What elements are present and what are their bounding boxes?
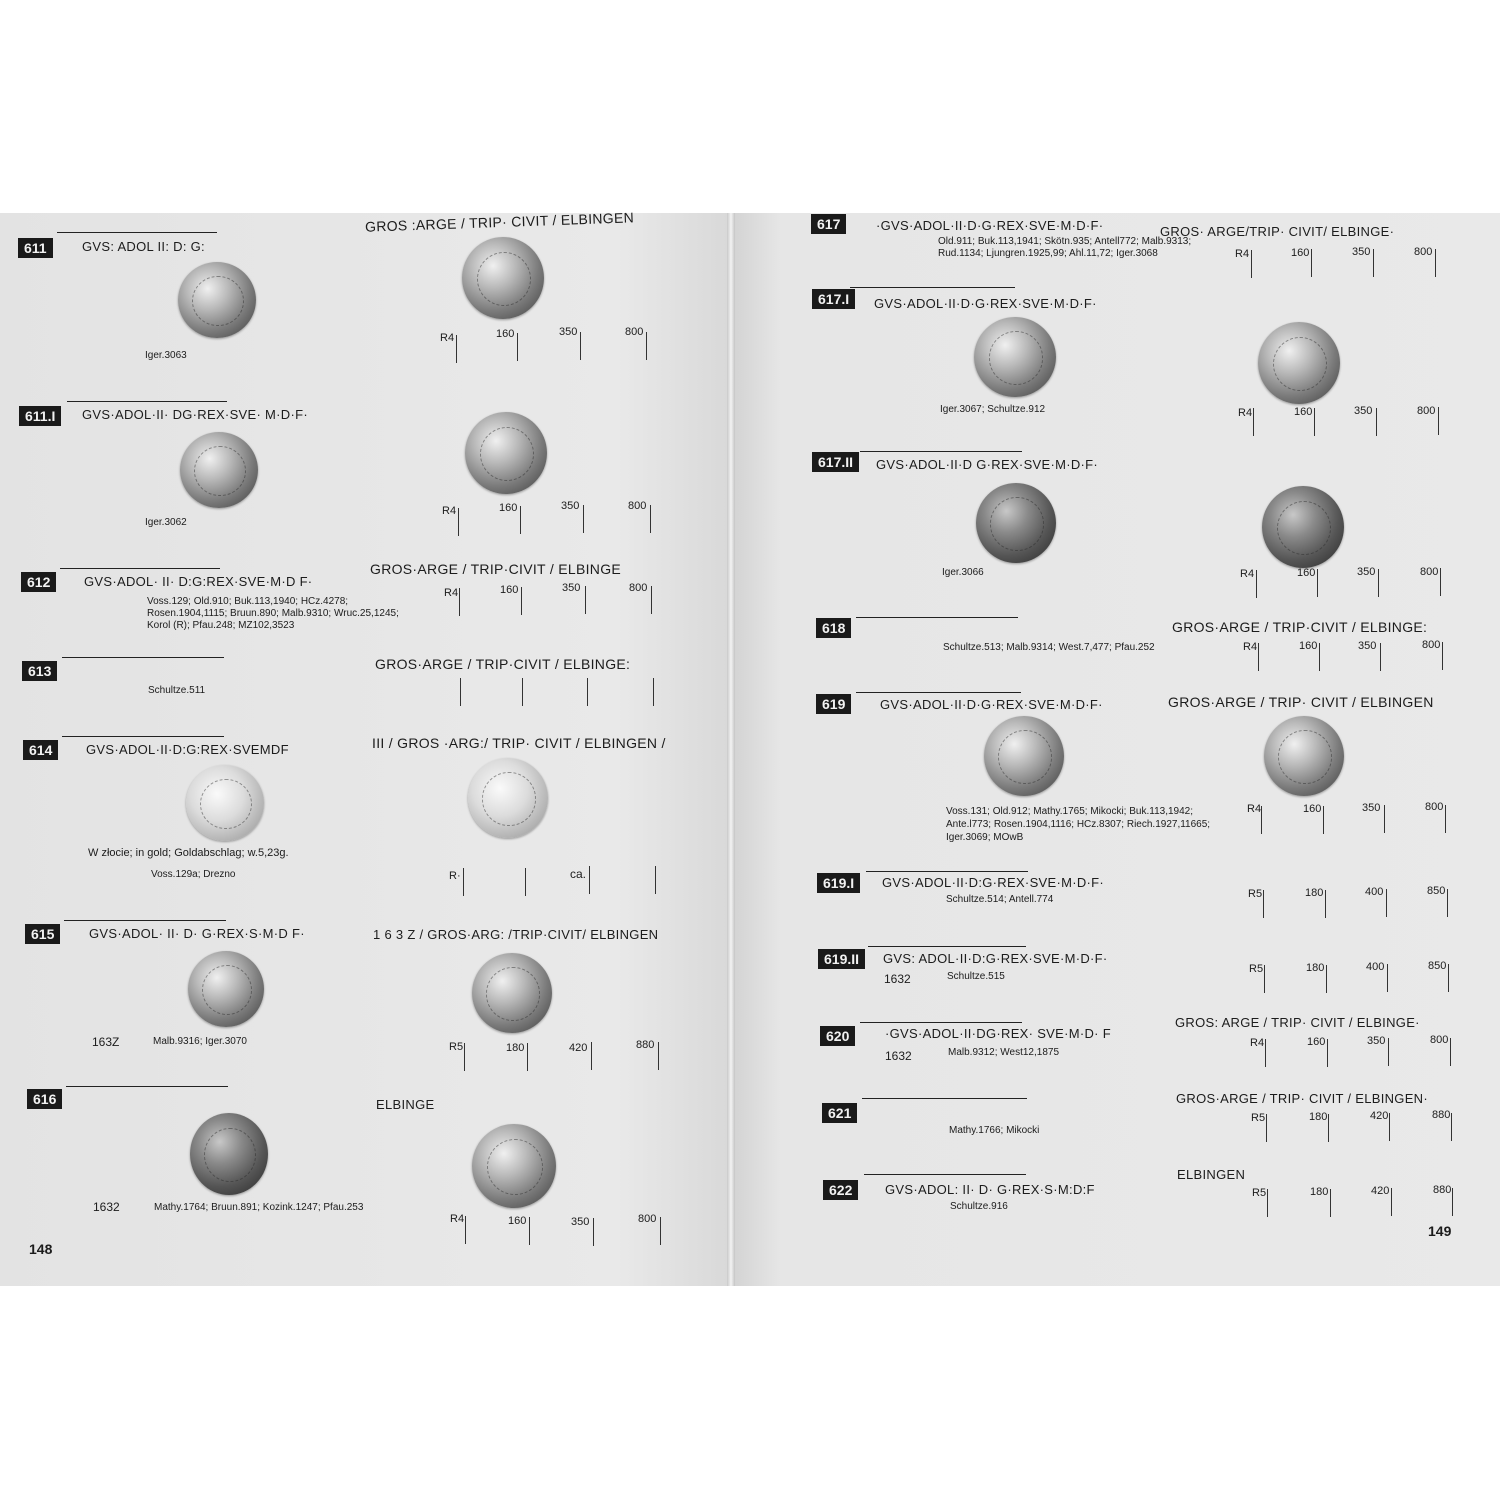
coin-obverse-image (180, 432, 258, 508)
price-3: 800 (1430, 1034, 1449, 1046)
rarity: R5 (1249, 963, 1264, 975)
price-2: 420 (1371, 1185, 1390, 1197)
year: 1632 (885, 1049, 912, 1063)
obverse-legend: GVS·ADOL·II·D·G·REX·SVE·M·D·F· (874, 296, 1097, 311)
rarity: R5 (1252, 1187, 1267, 1199)
catalog-number: 619 (816, 694, 851, 714)
price-2: 350 (1362, 802, 1381, 814)
reference: Iger.3063 (145, 350, 187, 361)
catalog-number: 615 (25, 924, 60, 944)
price-2: 350 (1367, 1035, 1386, 1047)
price-2: 400 (1366, 961, 1385, 973)
catalog-number: 622 (823, 1180, 858, 1200)
price-2: 350 (1357, 566, 1376, 578)
reverse-legend: GROS·ARGE / TRIP· CIVIT / ELBINGEN (1168, 694, 1434, 710)
coin-obverse-image (974, 317, 1056, 397)
catalog-number: 619.II (818, 949, 865, 969)
obverse-legend: GVS·ADOL·II· DG·REX·SVE· M·D·F· (82, 407, 308, 422)
price-3: 800 (1425, 801, 1444, 813)
catalog-number: 617 (811, 214, 846, 234)
reference: Mathy.1764; Bruun.891; Kozink.1247; Pfau.253 (154, 1202, 364, 1213)
catalog-number: 621 (822, 1103, 857, 1123)
rarity: R4 (450, 1213, 465, 1225)
obverse-legend: GVS: ADOL II: D: G: (82, 239, 205, 254)
coin-reverse-image (472, 1124, 556, 1208)
obverse-legend: GVS·ADOL·II·D·G·REX·SVE·M·D·F· (880, 697, 1103, 712)
obverse-legend: GVS·ADOL·II·D:G:REX·SVEMDF (86, 742, 289, 757)
price-1: 180 (1310, 1186, 1329, 1198)
obverse-legend: ·GVS·ADOL·II·D·G·REX·SVE·M·D·F· (876, 218, 1104, 233)
coin-reverse-image (462, 237, 544, 319)
coin-reverse-image (1258, 322, 1340, 404)
price-1: 180 (506, 1042, 525, 1054)
obverse-legend: GVS: ADOL·II·D:G·REX·SVE·M·D·F· (883, 951, 1108, 966)
entry-rule (860, 451, 1022, 452)
rarity: R· (449, 870, 461, 882)
catalog-number: 611.I (19, 406, 61, 426)
reference: Voss.129a; Drezno (151, 869, 236, 880)
reference: Iger.3067; Schultze.912 (940, 404, 1046, 415)
reverse-legend: GROS·ARGE / TRIP·CIVIT / ELBINGE: (1172, 619, 1428, 635)
reverse-legend: GROS :ARGE / TRIP· CIVIT / ELBINGEN (364, 209, 635, 235)
reference: Mathy.1766; Mikocki (949, 1125, 1040, 1136)
reference: Rosen.1904,1115; Bruun.890; Malb.9310; Wruc.25,1245; (147, 608, 399, 619)
rarity: R5 (449, 1041, 464, 1053)
obverse-legend: GVS·ADOL· II· D· G·REX·S·M·D F· (89, 926, 305, 941)
reverse-legend: GROS· ARGE/TRIP· CIVIT/ ELBINGE· (1160, 224, 1395, 239)
rarity: R4 (1238, 407, 1253, 419)
coin-reverse-image (468, 758, 548, 838)
rarity: R4 (1240, 568, 1255, 580)
entry-rule (856, 617, 1018, 618)
reference: Iger.3062 (145, 517, 187, 528)
reference: Schultze.916 (950, 1201, 1008, 1212)
price-2: 350 (562, 582, 581, 594)
rarity: R4 (1235, 248, 1250, 260)
rarity: R4 (1250, 1037, 1265, 1049)
reference: Old.911; Buk.113,1941; Skötn.935; Antell772; Malb.9313; (938, 236, 1192, 247)
obverse-legend: ·GVS·ADOL·II·DG·REX· SVE·M·D· F (885, 1026, 1111, 1041)
reference: Voss.131; Old.912; Mathy.1765; Mikocki; Buk.113,1942; (946, 806, 1193, 817)
reference: Iger.3066 (942, 567, 984, 578)
price-2: 350 (1352, 246, 1371, 258)
reverse-legend: 1 6 3 Z / GROS·ARG: /TRIP·CIVIT/ ELBINGEN (373, 927, 659, 942)
price-1: 160 (499, 502, 518, 514)
reference: Schultze.511 (148, 685, 206, 696)
entry-rule (57, 232, 217, 233)
catalog-number: 618 (816, 618, 851, 638)
reverse-legend: ELBINGE (376, 1097, 435, 1112)
reference: Malb.9312; West12,1875 (948, 1047, 1060, 1058)
rarity: R5 (1251, 1112, 1266, 1124)
reference: Korol (R); Pfau.248; MZ102,3523 (147, 620, 295, 631)
price-1: 160 (1294, 406, 1313, 418)
entry-rule (856, 692, 1021, 693)
price-1: 160 (1291, 247, 1310, 259)
reference: Schultze.513; Malb.9314; West.7,477; Pfau.252 (943, 642, 1155, 653)
reverse-legend: III / GROS ·ARG:/ TRIP· CIVIT / ELBINGEN / (372, 735, 666, 751)
book-gutter (727, 213, 735, 1286)
coin-reverse-image (465, 412, 547, 494)
price-3: 800 (1422, 639, 1441, 651)
price-2: 350 (1358, 640, 1377, 652)
price-1: 160 (1307, 1036, 1326, 1048)
coin-reverse-image (472, 953, 552, 1033)
reference: Rud.1134; Ljungren.1925,99; Ahl.11,72; Iger.3068 (938, 248, 1158, 259)
reference: Schultze.514; Antell.774 (946, 894, 1054, 905)
rarity: R5 (1248, 888, 1263, 900)
price-1: 180 (1305, 887, 1324, 899)
entry-rule (866, 871, 1028, 872)
entry-rule (67, 401, 227, 402)
price-1: 160 (1299, 640, 1318, 652)
catalog-number: 613 (22, 661, 57, 681)
coin-obverse-image (190, 1113, 268, 1195)
price-2: 350 (1354, 405, 1373, 417)
price-3: 800 (1414, 246, 1433, 258)
reverse-legend: GROS: ARGE / TRIP· CIVIT / ELBINGE· (1175, 1015, 1420, 1030)
catalog-number: 614 (23, 740, 58, 760)
catalog-number: 617.II (812, 452, 859, 472)
catalog-number: 617.I (812, 289, 855, 309)
price-1: 160 (496, 328, 515, 340)
coin-obverse-image (178, 262, 256, 338)
catalog-number: 619.I (817, 873, 860, 893)
reverse-legend: GROS·ARGE / TRIP·CIVIT / ELBINGE (370, 561, 622, 577)
coin-reverse-image (1262, 486, 1344, 568)
price-3: 880 (1433, 1184, 1452, 1196)
catalog-number: 612 (21, 572, 56, 592)
entry-rule (862, 1098, 1027, 1099)
entry-rule (64, 920, 226, 921)
price-3: 850 (1427, 885, 1446, 897)
entry-rule (864, 1174, 1026, 1175)
price-3: 800 (1420, 566, 1439, 578)
price-3: 880 (1432, 1109, 1451, 1121)
coin-obverse-image (976, 483, 1056, 563)
price-1: 160 (1297, 567, 1316, 579)
reverse-legend: GROS·ARGE / TRIP·CIVIT / ELBINGE: (375, 656, 631, 672)
price-3: 800 (638, 1213, 657, 1225)
rarity: R4 (440, 332, 455, 344)
price-1: 180 (1309, 1111, 1328, 1123)
entry-rule (66, 1086, 228, 1087)
price-1: 160 (500, 584, 519, 596)
price-2: 420 (1370, 1110, 1389, 1122)
entry-rule (62, 736, 224, 737)
rarity: R4 (1243, 641, 1258, 653)
price-3: 800 (628, 500, 647, 512)
price-3: 800 (629, 582, 648, 594)
reference: Iger.3069; MOwB (946, 832, 1024, 843)
obverse-legend: GVS·ADOL·II·D G·REX·SVE·M·D·F· (876, 457, 1099, 472)
price-2: 350 (561, 500, 580, 512)
year: 1632 (93, 1200, 120, 1214)
right-page (735, 213, 1500, 1286)
catalog-number: 620 (820, 1026, 855, 1046)
entry-rule (860, 1022, 1022, 1023)
price-note: ca. (570, 867, 587, 881)
entry-rule (60, 568, 220, 569)
year: 163Z (92, 1035, 120, 1049)
reference: Voss.129; Old.910; Buk.113,1940; HCz.4278; (147, 596, 349, 607)
price-3: 800 (625, 326, 644, 338)
catalog-number: 616 (27, 1089, 62, 1109)
price-2: 420 (569, 1042, 588, 1054)
coin-obverse-image (188, 951, 264, 1027)
price-2: 350 (559, 326, 578, 338)
price-1: 160 (508, 1215, 527, 1227)
reference: Schultze.515 (947, 971, 1005, 982)
price-3: 880 (636, 1039, 655, 1051)
price-1: 160 (1303, 803, 1322, 815)
entry-rule (850, 287, 1015, 288)
price-1: 180 (1306, 962, 1325, 974)
page-number-right: 149 (1428, 1223, 1452, 1239)
reverse-legend: ELBINGEN (1177, 1167, 1246, 1182)
rarity: R4 (444, 587, 459, 599)
reference: Malb.9316; Iger.3070 (153, 1036, 247, 1047)
entry-rule (868, 946, 1026, 947)
reference: Ante.l773; Rosen.1904,1116; HCz.8307; Riech.1927,11665; (946, 819, 1211, 830)
price-2: 350 (571, 1216, 590, 1228)
price-3: 850 (1428, 960, 1447, 972)
catalog-number: 611 (18, 238, 53, 258)
entry-rule (62, 657, 224, 658)
page-number-left: 148 (29, 1241, 53, 1257)
coin-obverse-image (984, 716, 1064, 796)
price-3: 800 (1417, 405, 1436, 417)
rarity: R4 (442, 505, 457, 517)
obverse-legend: GVS·ADOL·II·D:G·REX·SVE·M·D·F· (882, 875, 1105, 890)
obverse-legend: GVS·ADOL: II· D· G·REX·S·M:D:F (885, 1182, 1095, 1197)
coin-obverse-image (186, 765, 264, 841)
price-2: 400 (1365, 886, 1384, 898)
obverse-legend: GVS·ADOL· II· D:G:REX·SVE·M·D F· (84, 574, 313, 589)
reverse-legend: GROS·ARGE / TRIP· CIVIT / ELBINGEN· (1176, 1091, 1429, 1106)
coin-reverse-image (1264, 716, 1344, 796)
rarity: R4 (1247, 803, 1262, 815)
reference: W złocie; in gold; Goldabschlag; w.5,23g. (88, 847, 289, 859)
year: 1632 (884, 972, 911, 986)
